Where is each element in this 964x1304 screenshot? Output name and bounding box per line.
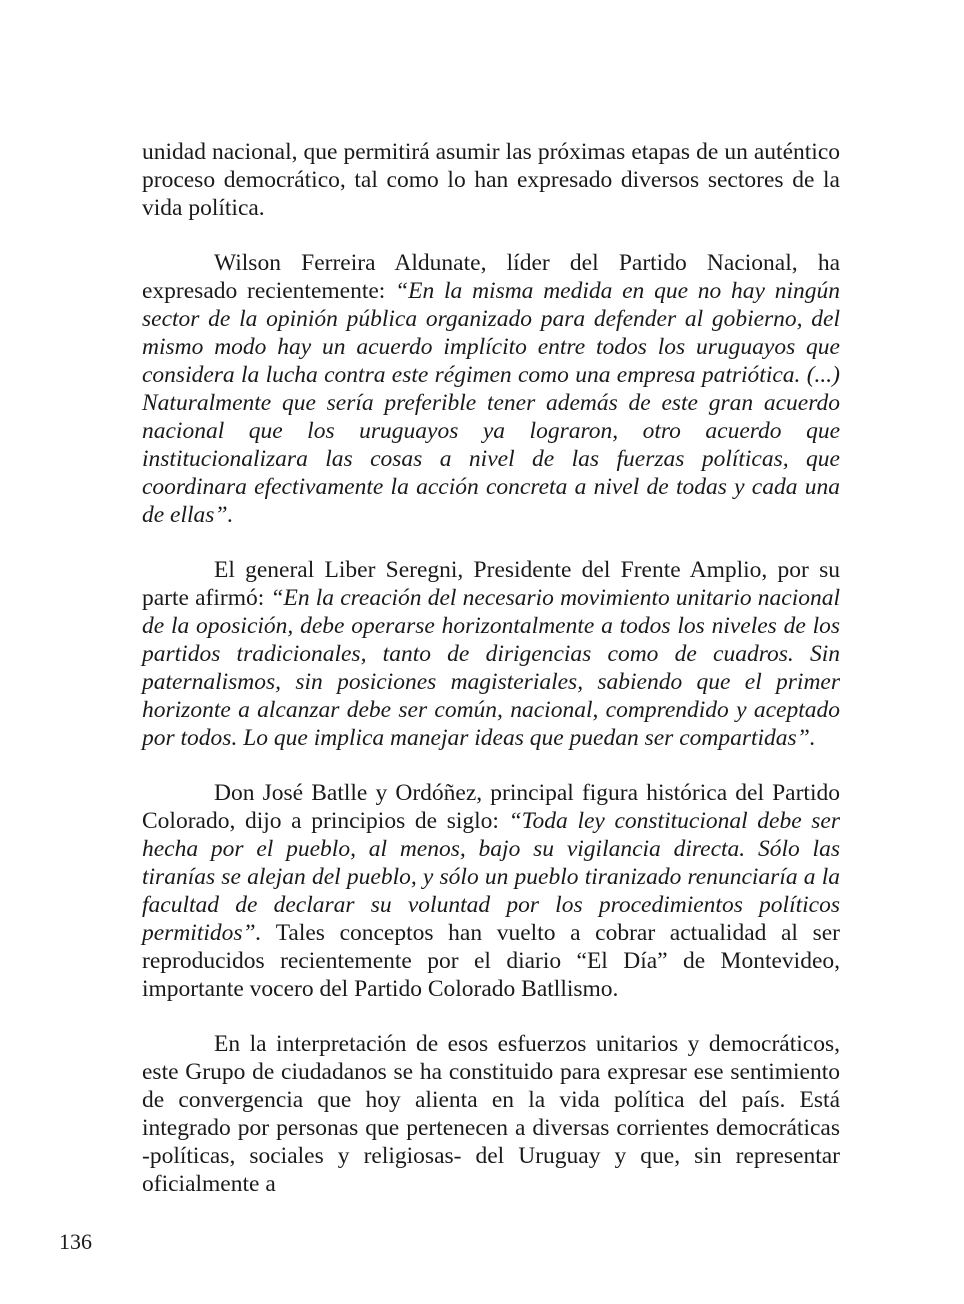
paragraph-text: Tales conceptos han vuelto a cobrar actualidad al ser reproducidos recientemente por el diario “El Día” de Montevideo, importante vocero del Partido Colorado Batllismo.: [142, 920, 840, 1002]
paragraph-text: Wilson Ferreira Aldunate, líder del Partido Nacional, ha expresado recientemente:: [142, 250, 840, 304]
paragraph-continuation: [142, 138, 840, 222]
paragraph-grupo-ciudadanos: [142, 1030, 840, 1198]
paragraph-ferreira-quote: [142, 249, 840, 529]
quotation: “Toda ley constitucional debe ser hecha por el pueblo, al menos, bajo su vigilancia directa. Sólo las tiranías se alejan del pueblo, y sólo un pueblo tiranizado renunciaría a la facultad de declarar su voluntad por los procedimientos políticos permitidos”.: [142, 808, 840, 946]
paragraph-seregni-quote: [142, 556, 840, 752]
paragraph-text: unidad nacional, que permitirá asumir las próximas etapas de un auténtico proceso democrático, tal como lo han expresado diversos sectores de la vida política.: [142, 139, 840, 221]
page-number: 136: [59, 1229, 92, 1254]
paragraph-text: El general Liber Seregni, Presidente del Frente Amplio, por su parte afirmó:: [142, 557, 840, 611]
page-body: [142, 138, 840, 1225]
quotation: “En la misma medida en que no hay ningún sector de la opinión pública organizado para defender al gobierno, del mismo modo hay un acuerdo implícito entre todos los uruguayos que considera la lucha contra este régimen como una empresa patriótica. (...) Naturalmente que sería preferible tener además de este gran acuerdo nacional que los uruguayos ya lograron, otro acuerdo que institucionalizara las cosas a nivel de las fuerzas políticas, que coordinara efectivamente la acción concreta a nivel de todas y cada una de ellas”.: [142, 278, 840, 528]
paragraph-text: En la interpretación de esos esfuerzos unitarios y democráticos, este Grupo de ciudadanos se ha constituido para expresar ese sentimiento de convergencia que hoy alienta en la vida política del país. Está integrado por personas que pertenecen a diversas corrientes democráticas -políticas, sociales y religiosas- del Uruguay y que, sin representar oficialmente a: [142, 1031, 840, 1197]
quotation: “En la creación del necesario movimiento unitario nacional de la oposición, debe operarse horizontalmente a todos los niveles de los partidos tradicionales, tanto de dirigencias como de cuadros. Sin paternalismos, sin posiciones magisteriales, sabiendo que el primer horizonte a alcanzar debe ser común, nacional, comprendido y aceptado por todos. Lo que implica manejar ideas que puedan ser compartidas”.: [142, 585, 841, 751]
paragraph-text: Don José Batlle y Ordóñez, principal figura histórica del Partido Colorado, dijo a principios de siglo:: [142, 780, 840, 834]
paragraph-batlle-quote: [142, 779, 840, 1003]
